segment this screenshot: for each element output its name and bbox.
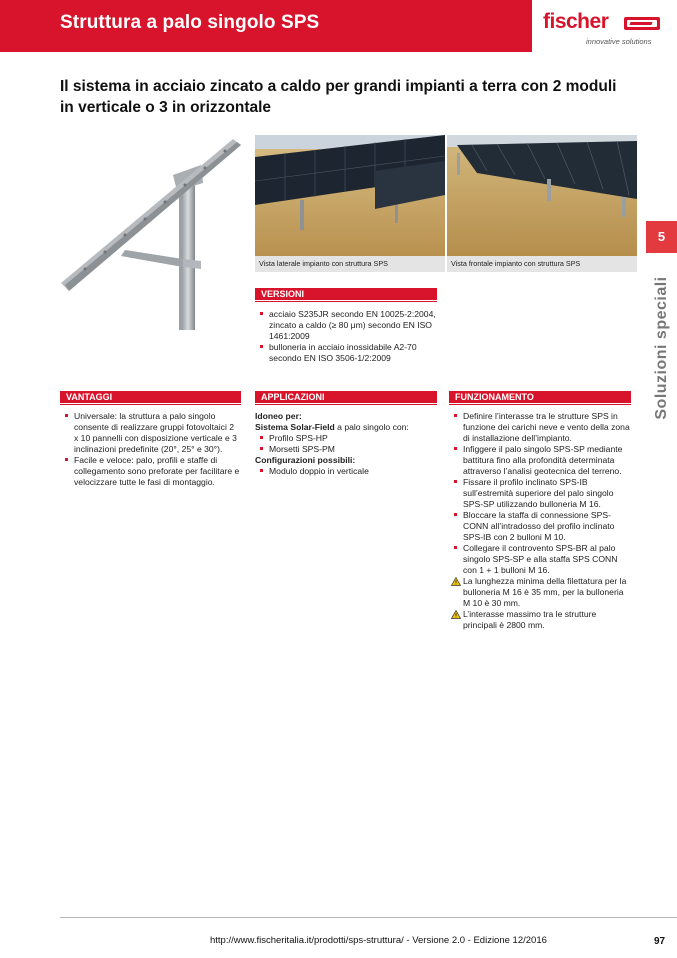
warning-icon — [451, 577, 461, 586]
warning-icon — [451, 610, 461, 619]
list-item: Facile e veloce: palo, profili e staffe di collegamento sono preforate per facilitare e velocizzare tutte le fasi di montaggio. — [64, 455, 240, 488]
funzionamento-heading: FUNZIONAMENTO — [449, 391, 631, 403]
caption-front-view: Vista frontale impianto con struttura SPS — [447, 256, 637, 272]
photo-side-view — [255, 135, 445, 256]
funzionamento-list — [453, 411, 631, 631]
page-subtitle: Il sistema in acciaio zincato a caldo per grandi impianti a terra con 2 moduli in verticale o 3 in orizzontale — [60, 78, 617, 116]
chapter-tab — [648, 258, 676, 438]
sistema-desc: a palo singolo con: — [334, 422, 409, 432]
sistema-list — [255, 433, 437, 455]
versioni-heading: VERSIONI — [255, 288, 437, 300]
page-title: Struttura a palo singolo SPS — [60, 12, 320, 33]
idoneo-label: Idoneo per: — [255, 411, 302, 421]
list-item: Bloccare la staffa di connessione SPS-CONN all’intradosso del profilo inclinato SPS-IB con 2 bulloni M 10. — [453, 510, 631, 543]
warning-item — [453, 576, 631, 609]
applicazioni-heading: APPLICAZIONI — [255, 391, 437, 403]
logo-wordmark: fischer — [543, 10, 609, 33]
list-item: acciaio S235JR secondo EN 10025-2:2004, zincato a caldo (≥ 80 μm) secondo EN ISO 1461:2009 — [259, 309, 439, 342]
list-item: Definire l’interasse tra le strutture SPS in funzione dei carichi neve e vento della zona di installazione dell’impianto. — [453, 411, 631, 444]
versioni-list — [259, 309, 439, 364]
list-item: Morsetti SPS-PM — [259, 444, 437, 455]
warning-item — [453, 609, 631, 631]
chapter-label: Soluzioni speciali — [653, 276, 670, 420]
list-item: Collegare il controvento SPS-BR al palo singolo SPS-SP e alla staffa SPS CONN con 1 + 1 bulloni M 16. — [453, 543, 631, 576]
sistema-name: Sistema Solar-Field — [255, 422, 335, 432]
page-number: 97 — [654, 936, 666, 947]
header-bar — [0, 0, 532, 52]
applicazioni-block — [255, 411, 437, 477]
fischer-logo[interactable] — [540, 10, 670, 50]
list-item: Universale: la struttura a palo singolo consente di realizzare gruppi fotovoltaici 2 x 10 pannelli con disposizione verticale e 3 inclinazioni predefinite (20°, 25° e 30°). — [64, 411, 240, 455]
vantaggi-list — [64, 411, 240, 488]
logo-tagline: innovative solutions — [586, 37, 652, 46]
sps-structure-image — [55, 135, 255, 335]
list-item: bulloneria in acciaio inossidabile A2-70 secondo EN ISO 3506-1/2:2009 — [259, 342, 439, 364]
config-list — [255, 466, 437, 477]
config-label: Configurazioni possibili: — [255, 455, 356, 465]
photo-front-view — [447, 135, 637, 256]
footer-url[interactable]: http://www.fischeritalia.it/prodotti/sps-struttura/ - Versione 2.0 - Edizione 12/2016 — [210, 935, 547, 946]
vantaggi-heading: VANTAGGI — [60, 391, 241, 403]
warning-text: L’interasse massimo tra le strutture principali è 2800 mm. — [463, 609, 597, 630]
logo-badge-icon — [624, 17, 660, 30]
footer-divider — [60, 917, 677, 918]
chapter-number[interactable]: 5 — [646, 221, 677, 253]
list-item: Fissare il profilo inclinato SPS-IB sull’estremità superiore del palo singolo SPS-SP utilizzando bulloneria M 16. — [453, 477, 631, 510]
caption-side-view: Vista laterale impianto con struttura SPS — [255, 256, 445, 272]
list-item: Profilo SPS-HP — [259, 433, 437, 444]
list-item: Infiggere il palo singolo SPS-SP mediante battitura fino alla profondità determinata attraverso l’analisi geotecnica del terreno. — [453, 444, 631, 477]
list-item: Modulo doppio in verticale — [259, 466, 437, 477]
warning-text: La lunghezza minima della filettatura per la bulloneria M 16 è 35 mm, per la bulloneria M 10 è 30 mm. — [463, 576, 627, 608]
